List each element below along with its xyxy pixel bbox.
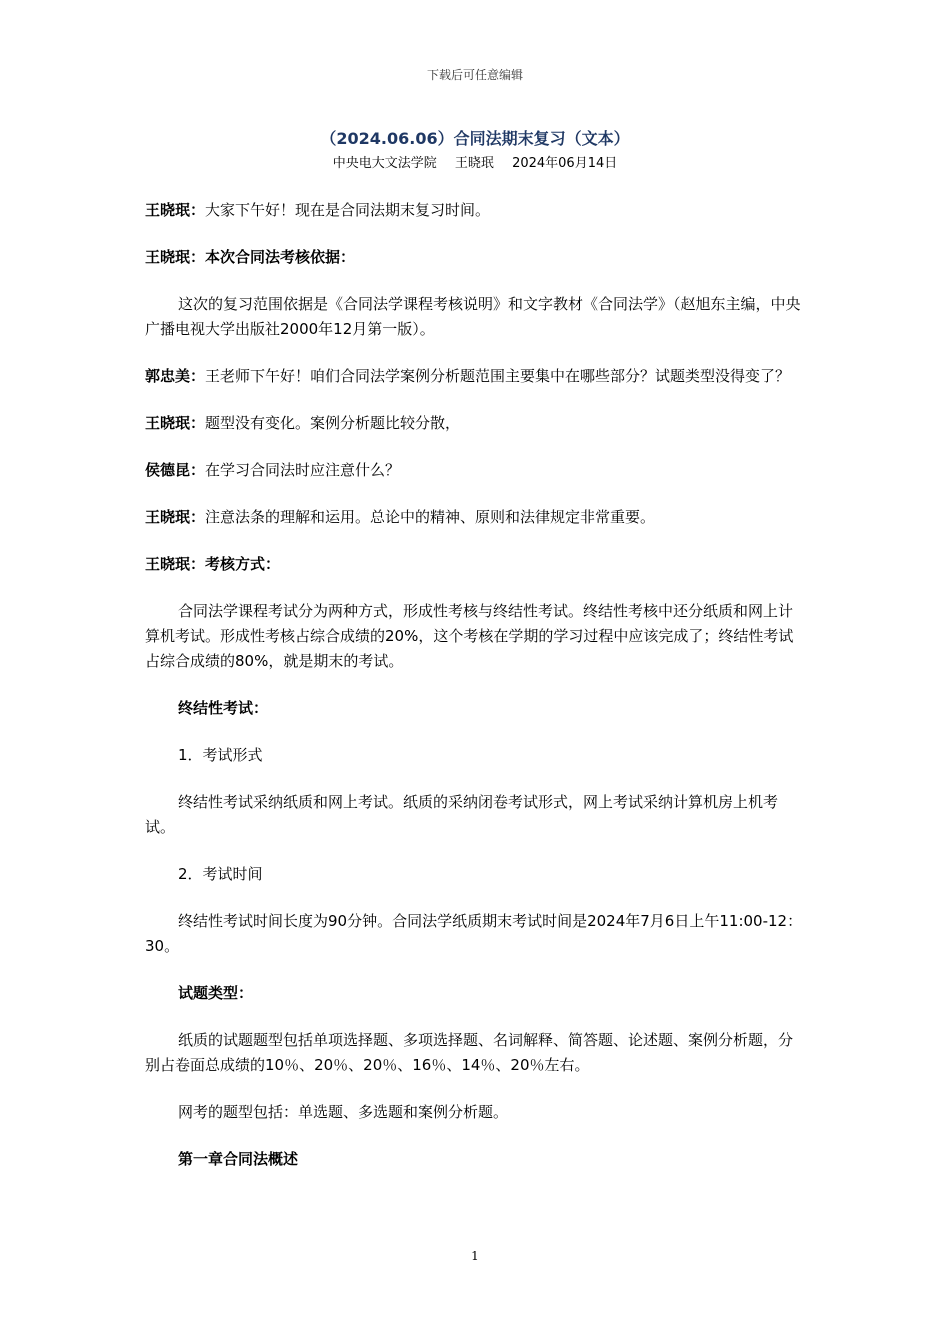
list-item: 2．考试时间 — [178, 865, 263, 883]
meta-institution: 中央电大文法学院 — [332, 156, 437, 171]
body-paragraph: 网考的题型包括：单选题、多选题和案例分析题。 — [178, 1103, 509, 1121]
paragraph-text: 注意法条的理解和运用。总论中的精神、原则和法律规定非常重要。 — [205, 508, 656, 526]
page-number: 1 — [471, 1249, 479, 1263]
dialogue-paragraph — [145, 411, 805, 436]
speaker-name: 王晓珉： — [145, 555, 206, 573]
dialogue-paragraph — [145, 364, 805, 389]
chapter-heading: 第一章合同法概述 — [178, 1150, 299, 1168]
speaker-name: 王晓珉： — [145, 414, 206, 432]
speaker-name: 郭忠美： — [145, 367, 206, 385]
speaker-name: 侯德昆： — [145, 461, 206, 479]
section-heading: 试题类型： — [178, 984, 254, 1002]
dialogue-paragraph — [145, 552, 805, 577]
body-paragraph: 这次的复习范围依据是《合同法学课程考核说明》和文字教材《合同法学》（赵旭东主编，中央广播电视大学出版社2000年12月第一版）。 — [145, 295, 801, 338]
speaker-name: 王晓珉： — [145, 248, 206, 266]
paragraph-text: 题型没有变化。案例分析题比较分散， — [205, 414, 461, 432]
dialogue-paragraph — [145, 458, 805, 483]
dialogue-paragraph — [145, 198, 805, 223]
body-paragraph: 合同法学课程考试分为两种方式，形成性考核与终结性考试。终结性考核中还分纸质和网上计算机考试。形成性考核占综合成绩的20%，这个考核在学期的学习过程中应该完成了；终结性考试占综合成绩的80%，就是期末的考试。 — [145, 602, 794, 670]
speaker-name: 王晓珉： — [145, 201, 206, 219]
paragraph-text: 考核方式： — [205, 555, 281, 573]
document-body — [145, 198, 805, 1194]
paragraph-text: 王老师下午好！咱们合同法学案例分析题范围主要集中在哪些部分？试题类型没得变了？ — [205, 367, 791, 385]
document-meta — [0, 152, 950, 171]
list-item: 1．考试形式 — [178, 746, 263, 764]
paragraph-text: 大家下午好！现在是合同法期末复习时间。 — [205, 201, 491, 219]
section-heading: 终结性考试： — [178, 699, 269, 717]
meta-author: 王晓珉 — [454, 156, 494, 171]
body-paragraph: 终结性考试时间长度为90分钟。合同法学纸质期末考试时间是2024年7月6日上午11:00-12：30。 — [145, 912, 803, 955]
speaker-name: 王晓珉： — [145, 508, 206, 526]
body-paragraph: 终结性考试采纳纸质和网上考试。纸质的采纳闭卷考试形式，网上考试采纳计算机房上机考试。 — [145, 793, 779, 836]
page-header-note: 下载后可任意编辑 — [426, 68, 523, 82]
paragraph-text: 本次合同法考核依据： — [205, 248, 356, 266]
dialogue-paragraph — [145, 505, 805, 530]
paragraph-text: 在学习合同法时应注意什么？ — [205, 461, 401, 479]
document-title: （2024.06.06）合同法期末复习（文本） — [320, 129, 630, 148]
body-paragraph: 纸质的试题题型包括单项选择题、多项选择题、名词解释、简答题、论述题、案例分析题，分别占卷面总成绩的10％、20％、20％、16％、14％、20％左右。 — [145, 1031, 794, 1074]
dialogue-paragraph — [145, 245, 805, 270]
meta-date: 2024年06月14日 — [512, 156, 618, 171]
